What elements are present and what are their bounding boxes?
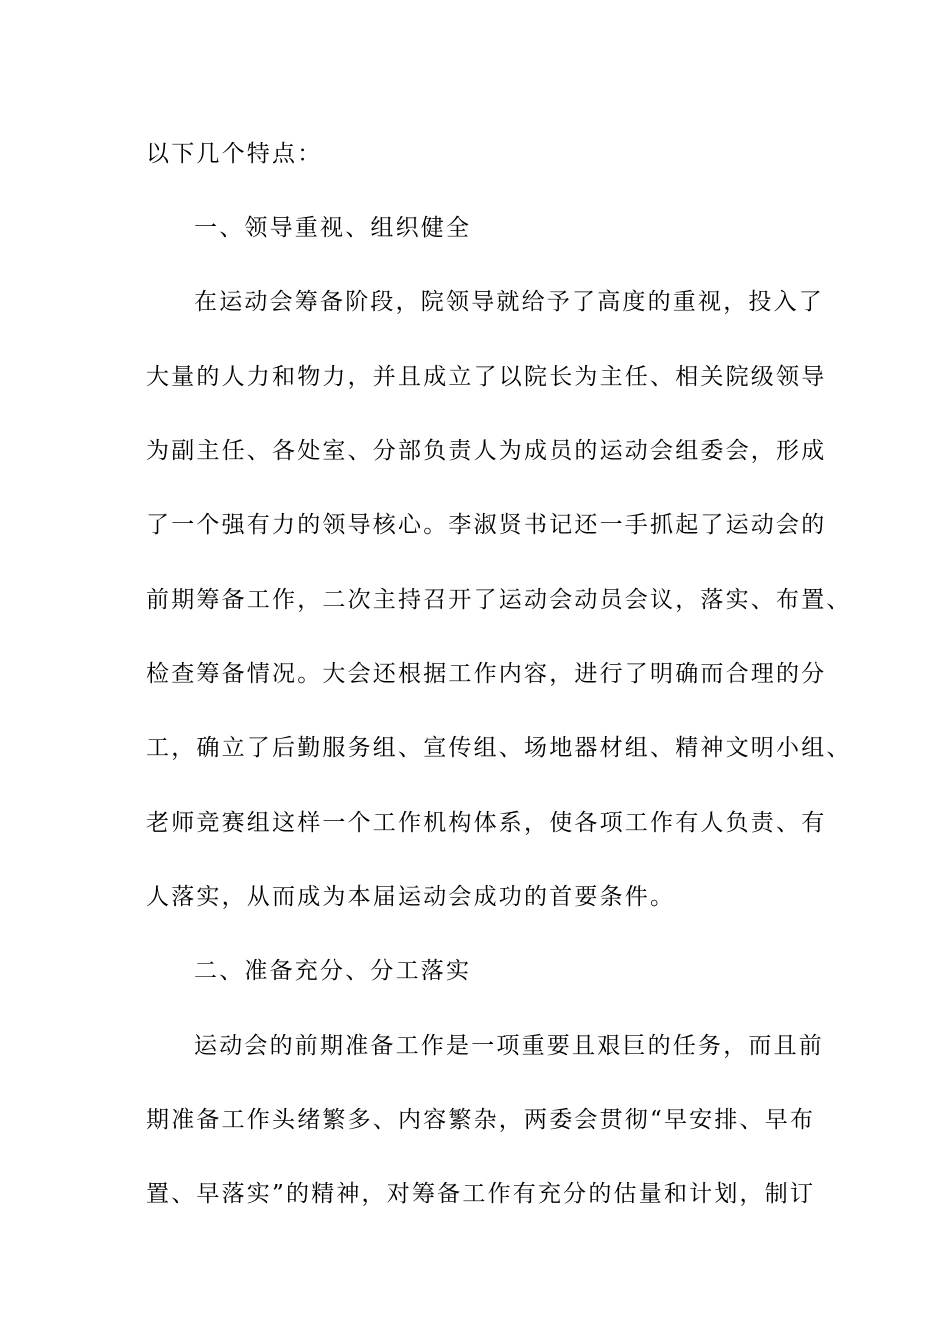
text-line: 以下几个特点：	[146, 141, 323, 167]
paragraph-line: 检查筹备情况。大会还根据工作内容，进行了明确而合理的分	[146, 661, 827, 687]
paragraph-line: 老师竞赛组这样一个工作机构体系，使各项工作有人负责、有	[146, 810, 827, 836]
paragraph-line: 人落实，从而成为本届运动会成功的首要条件。	[146, 884, 676, 910]
paragraph-line: 置、早落实”的精神，对筹备工作有充分的估量和计划，制订	[146, 1181, 816, 1207]
section-heading: 一、领导重视、组织健全	[194, 215, 472, 241]
section-heading: 二、准备充分、分工落实	[194, 958, 472, 984]
paragraph-line: 工，确立了后勤服务组、宣传组、场地器材组、精神文明小组、	[146, 735, 852, 761]
paragraph-line: 大量的人力和物力，并且成立了以院长为主任、相关院级领导	[146, 364, 827, 390]
paragraph-line: 前期筹备工作，二次主持召开了运动会动员会议，落实、布置、	[146, 587, 852, 613]
paragraph-line: 为副主任、各处室、分部负责人为成员的运动会组委会，形成	[146, 438, 827, 464]
paragraph-line: 运动会的前期准备工作是一项重要且艰巨的任务，而且前	[194, 1033, 824, 1059]
paragraph-line: 期准备工作头绪繁多、内容繁杂，两委会贯彻“早安排、早布	[146, 1107, 816, 1133]
paragraph-line: 了一个强有力的领导核心。李淑贤书记还一手抓起了运动会的	[146, 512, 827, 538]
paragraph-line: 在运动会筹备阶段，院领导就给予了高度的重视，投入了	[194, 289, 824, 315]
